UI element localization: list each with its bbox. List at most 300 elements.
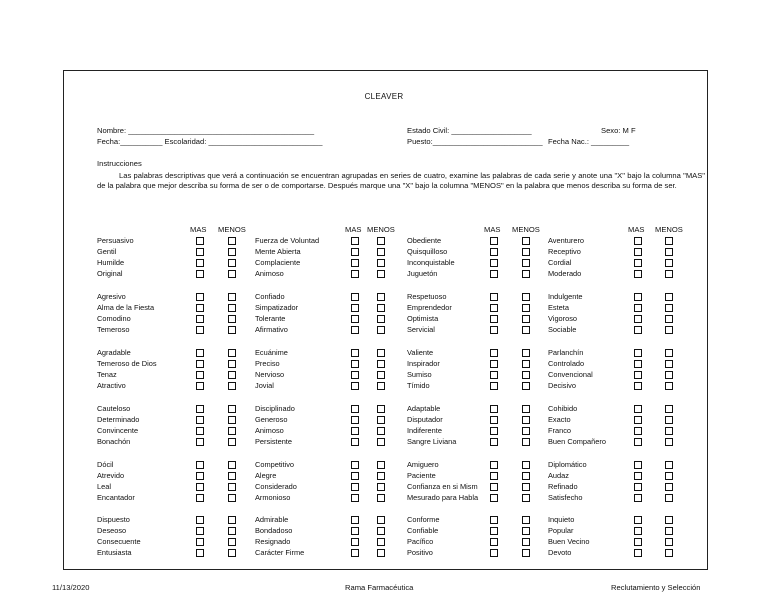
word-label: Inspirador: [407, 359, 440, 368]
menos-checkbox[interactable]: [665, 326, 673, 334]
word-label: Determinado: [97, 415, 140, 424]
mas-checkbox[interactable]: [351, 259, 359, 267]
menos-checkbox[interactable]: [665, 360, 673, 368]
word-label: Mente Abierta: [255, 247, 301, 256]
mas-checkbox[interactable]: [490, 427, 498, 435]
menos-checkbox[interactable]: [665, 270, 673, 278]
menos-checkbox[interactable]: [377, 516, 385, 524]
menos-checkbox[interactable]: [522, 527, 530, 535]
mas-checkbox[interactable]: [490, 549, 498, 557]
mas-checkbox[interactable]: [490, 248, 498, 256]
menos-checkbox[interactable]: [665, 538, 673, 546]
word-label: Juguetón: [407, 269, 438, 278]
mas-checkbox[interactable]: [351, 270, 359, 278]
word-label: Agresivo: [97, 292, 126, 301]
mas-checkbox[interactable]: [196, 527, 204, 535]
mas-checkbox[interactable]: [634, 483, 642, 491]
column-header-mas: MAS: [484, 225, 501, 234]
menos-checkbox[interactable]: [377, 382, 385, 390]
menos-checkbox[interactable]: [228, 438, 236, 446]
mas-checkbox[interactable]: [351, 483, 359, 491]
instructions-heading: Instrucciones: [97, 159, 142, 168]
menos-checkbox[interactable]: [522, 549, 530, 557]
mas-checkbox[interactable]: [490, 326, 498, 334]
word-label: Conforme: [407, 515, 440, 524]
mas-checkbox[interactable]: [196, 371, 204, 379]
mas-checkbox[interactable]: [351, 416, 359, 424]
word-label: Disciplinado: [255, 404, 295, 413]
mas-checkbox[interactable]: [634, 549, 642, 557]
word-label: Persistente: [255, 437, 292, 446]
word-label: Emprendedor: [407, 303, 452, 312]
word-label: Animoso: [255, 426, 284, 435]
menos-checkbox[interactable]: [377, 326, 385, 334]
word-label: Quisquilloso: [407, 247, 448, 256]
mas-checkbox[interactable]: [351, 472, 359, 480]
mas-checkbox[interactable]: [490, 438, 498, 446]
menos-checkbox[interactable]: [228, 293, 236, 301]
menos-checkbox[interactable]: [377, 293, 385, 301]
menos-checkbox[interactable]: [377, 527, 385, 535]
mas-checkbox[interactable]: [196, 259, 204, 267]
word-label: Popular: [548, 526, 574, 535]
menos-checkbox[interactable]: [665, 516, 673, 524]
word-label: Sociable: [548, 325, 577, 334]
mas-checkbox[interactable]: [196, 438, 204, 446]
menos-checkbox[interactable]: [665, 483, 673, 491]
word-label: Esteta: [548, 303, 569, 312]
mas-checkbox[interactable]: [196, 516, 204, 524]
word-label: Admirable: [255, 515, 289, 524]
mas-checkbox[interactable]: [196, 304, 204, 312]
menos-checkbox[interactable]: [228, 371, 236, 379]
mas-checkbox[interactable]: [634, 416, 642, 424]
word-label: Preciso: [255, 359, 280, 368]
word-label: Bonachón: [97, 437, 131, 446]
mas-checkbox[interactable]: [351, 349, 359, 357]
menos-checkbox[interactable]: [228, 237, 236, 245]
word-label: Sumiso: [407, 370, 432, 379]
word-label: Paciente: [407, 471, 436, 480]
mas-checkbox[interactable]: [351, 293, 359, 301]
mas-checkbox[interactable]: [634, 472, 642, 480]
word-label: Leal: [97, 482, 111, 491]
mas-checkbox[interactable]: [351, 494, 359, 502]
word-label: Atrevido: [97, 471, 125, 480]
menos-checkbox[interactable]: [522, 461, 530, 469]
word-label: Audaz: [548, 471, 569, 480]
word-label: Dócil: [97, 460, 114, 469]
menos-checkbox[interactable]: [665, 527, 673, 535]
mas-checkbox[interactable]: [196, 270, 204, 278]
word-label: Confianza en si Mism: [407, 482, 478, 491]
word-label: Valiente: [407, 348, 434, 357]
menos-checkbox[interactable]: [665, 416, 673, 424]
word-label: Resignado: [255, 537, 291, 546]
mas-checkbox[interactable]: [351, 527, 359, 535]
mas-checkbox[interactable]: [634, 427, 642, 435]
mas-checkbox[interactable]: [634, 461, 642, 469]
menos-checkbox[interactable]: [377, 304, 385, 312]
menos-checkbox[interactable]: [228, 483, 236, 491]
menos-checkbox[interactable]: [377, 371, 385, 379]
mas-checkbox[interactable]: [634, 248, 642, 256]
menos-checkbox[interactable]: [665, 461, 673, 469]
menos-checkbox[interactable]: [665, 382, 673, 390]
menos-checkbox[interactable]: [228, 416, 236, 424]
menos-checkbox[interactable]: [665, 293, 673, 301]
mas-checkbox[interactable]: [196, 360, 204, 368]
word-label: Indiferente: [407, 426, 442, 435]
word-label: Humilde: [97, 258, 125, 267]
word-label: Tenaz: [97, 370, 117, 379]
menos-checkbox[interactable]: [522, 360, 530, 368]
word-label: Buen Vecino: [548, 537, 590, 546]
word-label: Temeroso: [97, 325, 130, 334]
word-label: Considerado: [255, 482, 297, 491]
menos-checkbox[interactable]: [228, 259, 236, 267]
menos-checkbox[interactable]: [665, 259, 673, 267]
menos-checkbox[interactable]: [377, 237, 385, 245]
word-label: Tolerante: [255, 314, 286, 323]
menos-checkbox[interactable]: [377, 248, 385, 256]
word-label: Animoso: [255, 269, 284, 278]
word-label: Servicial: [407, 325, 435, 334]
word-label: Franco: [548, 426, 572, 435]
word-label: Complaciente: [255, 258, 301, 267]
column-header-mas: MAS: [628, 225, 645, 234]
mas-checkbox[interactable]: [490, 527, 498, 535]
word-label: Devoto: [548, 548, 572, 557]
menos-checkbox[interactable]: [377, 438, 385, 446]
word-label: Agradable: [97, 348, 131, 357]
mas-checkbox[interactable]: [634, 371, 642, 379]
menos-checkbox[interactable]: [522, 382, 530, 390]
word-label: Temeroso de Dios: [97, 359, 157, 368]
menos-checkbox[interactable]: [522, 349, 530, 357]
estado-civil-field: Estado Civil: ___________________: [407, 126, 532, 135]
mas-checkbox[interactable]: [196, 382, 204, 390]
mas-checkbox[interactable]: [196, 494, 204, 502]
menos-checkbox[interactable]: [522, 326, 530, 334]
mas-checkbox[interactable]: [196, 483, 204, 491]
menos-checkbox[interactable]: [665, 237, 673, 245]
mas-checkbox[interactable]: [634, 326, 642, 334]
word-label: Satisfecho: [548, 493, 583, 502]
mas-checkbox[interactable]: [490, 494, 498, 502]
sexo-field: Sexo: M F: [601, 126, 636, 135]
mas-checkbox[interactable]: [351, 516, 359, 524]
menos-checkbox[interactable]: [665, 315, 673, 323]
mas-checkbox[interactable]: [351, 304, 359, 312]
mas-checkbox[interactable]: [351, 549, 359, 557]
menos-checkbox[interactable]: [228, 461, 236, 469]
menos-checkbox[interactable]: [228, 304, 236, 312]
menos-checkbox[interactable]: [228, 472, 236, 480]
word-label: Consecuente: [97, 537, 141, 546]
mas-checkbox[interactable]: [490, 237, 498, 245]
menos-checkbox[interactable]: [665, 304, 673, 312]
word-label: Indulgente: [548, 292, 583, 301]
mas-checkbox[interactable]: [351, 371, 359, 379]
word-label: Confiable: [407, 526, 439, 535]
word-label: Tímido: [407, 381, 430, 390]
mas-checkbox[interactable]: [351, 248, 359, 256]
menos-checkbox[interactable]: [228, 527, 236, 535]
mas-checkbox[interactable]: [490, 416, 498, 424]
word-label: Cauteloso: [97, 404, 131, 413]
menos-checkbox[interactable]: [228, 516, 236, 524]
word-label: Entusiasta: [97, 548, 132, 557]
mas-checkbox[interactable]: [196, 427, 204, 435]
menos-checkbox[interactable]: [377, 461, 385, 469]
word-label: Gentil: [97, 247, 117, 256]
menos-checkbox[interactable]: [377, 349, 385, 357]
mas-checkbox[interactable]: [490, 360, 498, 368]
mas-checkbox[interactable]: [351, 461, 359, 469]
menos-checkbox[interactable]: [228, 349, 236, 357]
word-label: Respetuoso: [407, 292, 447, 301]
word-label: Disputador: [407, 415, 443, 424]
menos-checkbox[interactable]: [522, 516, 530, 524]
menos-checkbox[interactable]: [665, 248, 673, 256]
menos-checkbox[interactable]: [228, 360, 236, 368]
menos-checkbox[interactable]: [522, 472, 530, 480]
mas-checkbox[interactable]: [351, 382, 359, 390]
footer-department: Reclutamiento y Selección: [611, 583, 701, 592]
menos-checkbox[interactable]: [377, 315, 385, 323]
menos-checkbox[interactable]: [377, 494, 385, 502]
column-header-menos: MENOS: [367, 225, 395, 234]
menos-checkbox[interactable]: [522, 416, 530, 424]
menos-checkbox[interactable]: [522, 270, 530, 278]
mas-checkbox[interactable]: [351, 315, 359, 323]
word-label: Cordial: [548, 258, 572, 267]
word-label: Atractivo: [97, 381, 126, 390]
word-label: Amiguero: [407, 460, 439, 469]
mas-checkbox[interactable]: [490, 259, 498, 267]
mas-checkbox[interactable]: [490, 472, 498, 480]
menos-checkbox[interactable]: [665, 405, 673, 413]
menos-checkbox[interactable]: [522, 494, 530, 502]
word-label: Receptivo: [548, 247, 581, 256]
menos-checkbox[interactable]: [665, 371, 673, 379]
mas-checkbox[interactable]: [634, 315, 642, 323]
menos-checkbox[interactable]: [228, 427, 236, 435]
menos-checkbox[interactable]: [377, 549, 385, 557]
word-label: Deseoso: [97, 526, 127, 535]
word-label: Convencional: [548, 370, 593, 379]
footer-company: Rama Farmacéutica: [345, 583, 414, 592]
mas-checkbox[interactable]: [490, 461, 498, 469]
word-label: Convincente: [97, 426, 139, 435]
menos-checkbox[interactable]: [665, 349, 673, 357]
mas-checkbox[interactable]: [490, 382, 498, 390]
column-header-menos: MENOS: [512, 225, 540, 234]
mas-checkbox[interactable]: [634, 360, 642, 368]
menos-checkbox[interactable]: [377, 405, 385, 413]
word-label: Ecuánime: [255, 348, 288, 357]
puesto-field: Puesto:__________________________: [407, 137, 543, 146]
word-label: Mesurado para Habla: [407, 493, 479, 502]
word-label: Carácter Firme: [255, 548, 305, 557]
mas-checkbox[interactable]: [634, 438, 642, 446]
mas-checkbox[interactable]: [196, 293, 204, 301]
word-label: Fuerza de Voluntad: [255, 236, 320, 245]
menos-checkbox[interactable]: [522, 259, 530, 267]
menos-checkbox[interactable]: [377, 360, 385, 368]
fecha-escolaridad-field: Fecha:__________ Escolaridad: ___________________________: [97, 137, 323, 146]
mas-checkbox[interactable]: [490, 371, 498, 379]
mas-checkbox[interactable]: [490, 405, 498, 413]
word-label: Cohibido: [548, 404, 578, 413]
mas-checkbox[interactable]: [196, 538, 204, 546]
mas-checkbox[interactable]: [634, 270, 642, 278]
word-label: Dispuesto: [97, 515, 130, 524]
menos-checkbox[interactable]: [522, 248, 530, 256]
menos-checkbox[interactable]: [228, 494, 236, 502]
menos-checkbox[interactable]: [522, 405, 530, 413]
word-label: Decisivo: [548, 381, 576, 390]
mas-checkbox[interactable]: [196, 472, 204, 480]
mas-checkbox[interactable]: [196, 237, 204, 245]
menos-checkbox[interactable]: [522, 427, 530, 435]
mas-checkbox[interactable]: [490, 483, 498, 491]
mas-checkbox[interactable]: [351, 360, 359, 368]
word-label: Diplomático: [548, 460, 587, 469]
mas-checkbox[interactable]: [351, 438, 359, 446]
menos-checkbox[interactable]: [377, 416, 385, 424]
word-label: Generoso: [255, 415, 288, 424]
word-label: Controlado: [548, 359, 585, 368]
word-label: Competitivo: [255, 460, 295, 469]
mas-checkbox[interactable]: [196, 461, 204, 469]
word-label: Alegre: [255, 471, 277, 480]
mas-checkbox[interactable]: [490, 304, 498, 312]
mas-checkbox[interactable]: [634, 349, 642, 357]
word-label: Buen Compañero: [548, 437, 606, 446]
form-title: CLEAVER: [364, 92, 404, 101]
menos-checkbox[interactable]: [377, 427, 385, 435]
mas-checkbox[interactable]: [351, 405, 359, 413]
mas-checkbox[interactable]: [634, 516, 642, 524]
menos-checkbox[interactable]: [522, 438, 530, 446]
menos-checkbox[interactable]: [522, 538, 530, 546]
column-header-menos: MENOS: [218, 225, 246, 234]
word-label: Obediente: [407, 236, 442, 245]
menos-checkbox[interactable]: [665, 549, 673, 557]
mas-checkbox[interactable]: [196, 326, 204, 334]
word-label: Positivo: [407, 548, 433, 557]
mas-checkbox[interactable]: [196, 416, 204, 424]
word-label: Inquieto: [548, 515, 575, 524]
word-label: Nervioso: [255, 370, 285, 379]
mas-checkbox[interactable]: [351, 326, 359, 334]
word-label: Comodino: [97, 314, 131, 323]
menos-checkbox[interactable]: [228, 326, 236, 334]
mas-checkbox[interactable]: [196, 248, 204, 256]
mas-checkbox[interactable]: [490, 293, 498, 301]
mas-checkbox[interactable]: [351, 538, 359, 546]
mas-checkbox[interactable]: [196, 315, 204, 323]
menos-checkbox[interactable]: [522, 293, 530, 301]
menos-checkbox[interactable]: [665, 472, 673, 480]
column-header-mas: MAS: [345, 225, 362, 234]
mas-checkbox[interactable]: [634, 304, 642, 312]
menos-checkbox[interactable]: [377, 472, 385, 480]
menos-checkbox[interactable]: [665, 494, 673, 502]
word-label: Persuasivo: [97, 236, 134, 245]
word-label: Refinado: [548, 482, 578, 491]
mas-checkbox[interactable]: [634, 293, 642, 301]
column-header-mas: MAS: [190, 225, 207, 234]
nombre-field: Nombre: ____________________________________________: [97, 126, 315, 135]
footer-date: 11/13/2020: [52, 583, 90, 592]
mas-checkbox[interactable]: [196, 549, 204, 557]
word-label: Alma de la Fiesta: [97, 303, 155, 312]
mas-checkbox[interactable]: [634, 382, 642, 390]
mas-checkbox[interactable]: [634, 538, 642, 546]
mas-checkbox[interactable]: [196, 405, 204, 413]
menos-checkbox[interactable]: [228, 270, 236, 278]
word-label: Pacífico: [407, 537, 434, 546]
word-label: Original: [97, 269, 123, 278]
menos-checkbox[interactable]: [377, 259, 385, 267]
menos-checkbox[interactable]: [522, 304, 530, 312]
word-label: Exacto: [548, 415, 571, 424]
mas-checkbox[interactable]: [634, 259, 642, 267]
word-label: Inconquistable: [407, 258, 455, 267]
menos-checkbox[interactable]: [377, 483, 385, 491]
menos-checkbox[interactable]: [522, 483, 530, 491]
menos-checkbox[interactable]: [228, 315, 236, 323]
word-label: Aventurero: [548, 236, 585, 245]
mas-checkbox[interactable]: [490, 349, 498, 357]
word-label: Moderado: [548, 269, 582, 278]
instructions-text: Las palabras descriptivas que verá a continuación se encuentran agrupadas en series de cuatro, examine las palabras de cada serie y anote una "X" bajo la columna "MAS" de la palabra que mejor describa su forma de ser o de comportarse. Después marque una "X" bajo la columna "MENOS" en la palabra que menos describa su forma de ser.: [97, 171, 705, 190]
word-label: Simpatizador: [255, 303, 299, 312]
menos-checkbox[interactable]: [228, 538, 236, 546]
mas-checkbox[interactable]: [351, 237, 359, 245]
word-label: Parlanchín: [548, 348, 584, 357]
column-header-menos: MENOS: [655, 225, 683, 234]
mas-checkbox[interactable]: [634, 527, 642, 535]
menos-checkbox[interactable]: [377, 270, 385, 278]
menos-checkbox[interactable]: [228, 549, 236, 557]
menos-checkbox[interactable]: [665, 438, 673, 446]
mas-checkbox[interactable]: [490, 315, 498, 323]
menos-checkbox[interactable]: [228, 382, 236, 390]
mas-checkbox[interactable]: [196, 349, 204, 357]
mas-checkbox[interactable]: [634, 494, 642, 502]
mas-checkbox[interactable]: [351, 427, 359, 435]
mas-checkbox[interactable]: [634, 237, 642, 245]
fecha-nac-field: Fecha Nac.: _________: [548, 137, 630, 146]
menos-checkbox[interactable]: [228, 405, 236, 413]
menos-checkbox[interactable]: [522, 315, 530, 323]
mas-checkbox[interactable]: [490, 516, 498, 524]
menos-checkbox[interactable]: [228, 248, 236, 256]
menos-checkbox[interactable]: [522, 237, 530, 245]
menos-checkbox[interactable]: [377, 538, 385, 546]
word-label: Jovial: [255, 381, 274, 390]
menos-checkbox[interactable]: [665, 427, 673, 435]
word-label: Confiado: [255, 292, 285, 301]
mas-checkbox[interactable]: [490, 270, 498, 278]
mas-checkbox[interactable]: [634, 405, 642, 413]
menos-checkbox[interactable]: [522, 371, 530, 379]
mas-checkbox[interactable]: [490, 538, 498, 546]
